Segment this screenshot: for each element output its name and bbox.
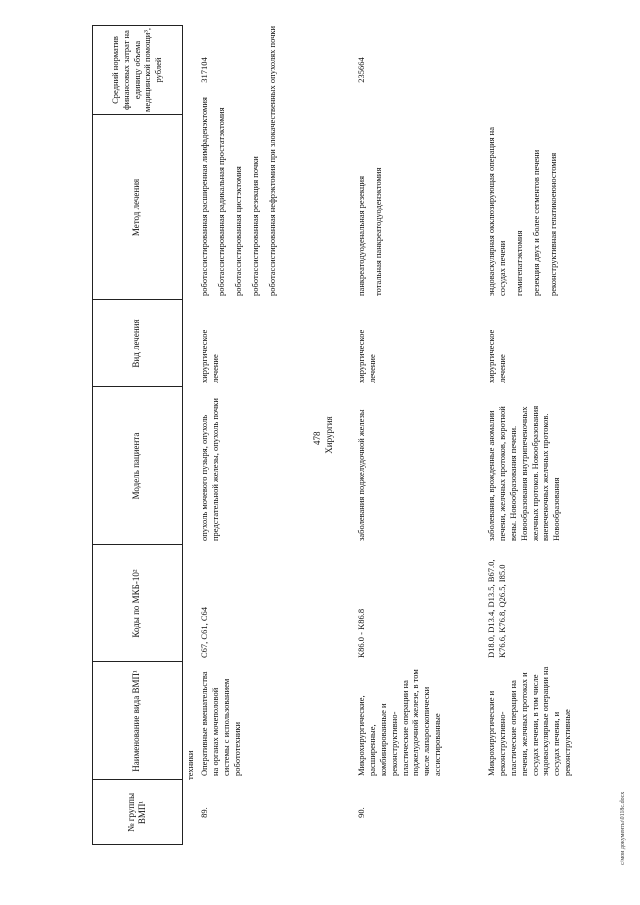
row-89-model: опухоль мочевого пузыря, опухоль предстательной железы, опухоль почки [199, 398, 220, 541]
header-name: Наименование вида ВМП¹ [131, 670, 142, 772]
method-item: роботассистированная резекция почки [249, 156, 260, 296]
row-liver-codes: D18.0, D13.4, D13.5, B67.0, K76.6, K76.8, Q26.5, I85.0 [486, 559, 507, 658]
row-90-codes: K86.0 - K86.8 [356, 608, 366, 658]
row-90-type: хирургическое лечение [356, 329, 377, 383]
header-model: Модель пациента [131, 432, 142, 500]
header-type: Вид лечения [131, 319, 142, 368]
header-codes: Коды по МКБ-10² [131, 569, 142, 638]
row-90-model: заболевания поджелудочной железы [356, 409, 366, 541]
row-89-name: Оперативные вмешательства на органах мочеполовой системы с использованием робототехники [199, 671, 242, 776]
footer-note: с/мои документы\0118с.docx [620, 791, 626, 865]
method-item: реконструктивная гепатикоеюностомия [547, 152, 558, 296]
method-item: роботассистированная расширенная лимфаденэктомия [199, 97, 209, 296]
method-item: панкреатодуоденальная резекция [356, 175, 366, 296]
row-liver-cost [484, 25, 488, 115]
method-item: роботассистированная цистэктомия [232, 166, 243, 296]
method-item: резекция двух и более сегментов печени [530, 149, 541, 296]
row-90-cost: 235664 [356, 57, 366, 83]
header-method: Метод лечения [131, 178, 142, 237]
row-89-cost: 317104 [199, 57, 209, 83]
row-liver-group [484, 780, 488, 845]
row-liver-name: Микрохирургические и реконструктивно-пластические операции на печени, желчных протоках и сосудах печени, в том числе эндоваскулярные операции на сосудах печени, и реконструктивные [486, 666, 573, 776]
row-89-group: 89. [199, 807, 209, 818]
row-90-name: Микрохирургические, расширенные, комбинированные и реконструктивно-пластические операции на поджелудочной железе, в том числе лапароскопически ассистированные [356, 669, 443, 776]
table-rule [182, 25, 183, 845]
section-title: Хирургия [324, 416, 334, 454]
row-liver-type: хирургическое лечение [486, 329, 507, 383]
method-item: роботассистированная радикальная простатэктомия [215, 107, 226, 296]
header-cost: Средний норматив финансовых затрат на единицу объема медицинской помощи³, рублей [110, 28, 163, 112]
method-item: тотальная панкреатодуоденэктомия [372, 167, 383, 296]
method-item: эндоваскулярная окклюзирующая операция на сосудах печени [486, 126, 507, 296]
row-liver-methods [484, 115, 566, 300]
row-89-codes: C67, C61, C64 [199, 606, 209, 658]
pre-row-text: техники [185, 750, 195, 780]
row-liver-model: заболевания, врожденные аномалии печени, желчных протоков, воротной вены. Новообразования печени. Новообразования внутрипеченочных желчных протоков. Новообразования внепеченочных желчных протоков. Новообразования [486, 405, 562, 541]
row-90-methods [354, 115, 392, 300]
method-item: роботассистированная нефрэктомия при злокачественных опухолях почки [266, 25, 277, 296]
page-number: 478 [312, 431, 322, 445]
rotated-table [92, 25, 632, 845]
method-item: гемигепатэктомия [513, 230, 524, 296]
row-89-type: хирургическое лечение [199, 329, 220, 383]
header-group: № группы ВМП¹ [125, 792, 147, 833]
row-90-group: 90. [356, 807, 366, 818]
